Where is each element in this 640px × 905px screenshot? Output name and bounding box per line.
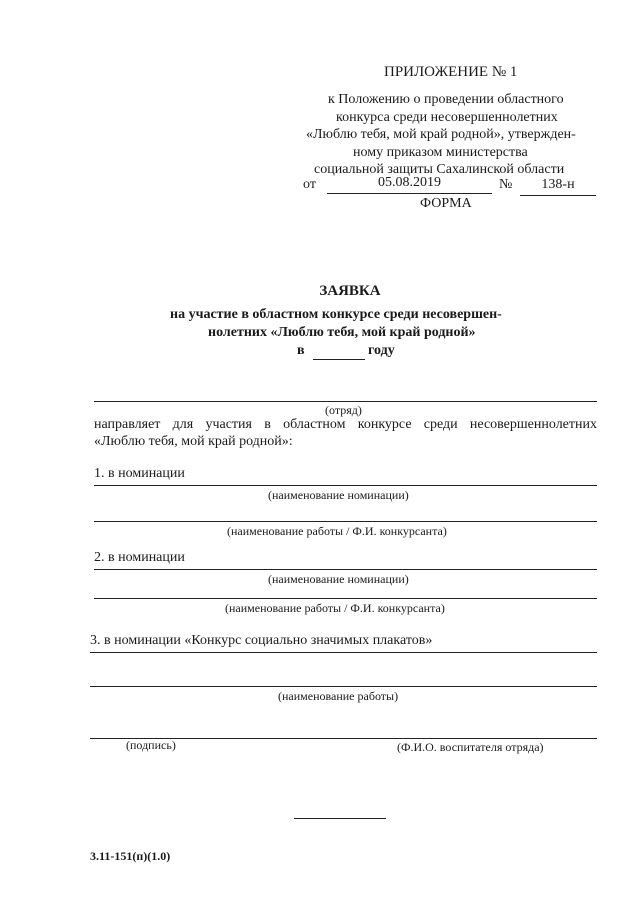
work-1-caption: (наименование работы / Ф.И. конкурсанта) bbox=[227, 524, 447, 538]
footer-divider bbox=[294, 818, 386, 819]
nomination-1-label: 1. в номинации bbox=[94, 466, 185, 481]
appendix-line-4: ному приказом министерства bbox=[353, 145, 528, 160]
nomination-2-line bbox=[94, 569, 597, 570]
number-prefix: № bbox=[499, 177, 513, 192]
application-title: ЗАЯВКА bbox=[319, 283, 381, 299]
heading-line-2: нолетних «Люблю тебя, мой край родной» bbox=[208, 325, 476, 340]
work-3-line bbox=[90, 686, 597, 687]
appendix-line-5: социальной защиты Сахалинской области bbox=[314, 162, 565, 177]
squad-caption: (отряд) bbox=[325, 403, 362, 417]
year-prefix: в bbox=[297, 343, 305, 358]
appendix-line-1: к Положению о проведении областного bbox=[328, 92, 564, 107]
nomination-2-label: 2. в номинации bbox=[94, 550, 185, 565]
nomination-3-line bbox=[90, 652, 597, 653]
nomination-3-label: 3. в номинации «Конкурс социально значимых плакатов» bbox=[90, 633, 433, 648]
educator-caption: (Ф.И.О. воспитателя отряда) bbox=[397, 740, 544, 754]
sends-line-2: «Люблю тебя, мой край родной»: bbox=[94, 434, 293, 449]
document-code: 3.11-151(п)(1.0) bbox=[90, 849, 171, 863]
date-prefix: от bbox=[303, 177, 316, 192]
order-number-underline bbox=[520, 195, 596, 196]
form-label: ФОРМА bbox=[420, 196, 472, 211]
work-3-caption: (наименование работы) bbox=[278, 689, 399, 703]
order-date-underline bbox=[327, 193, 492, 194]
work-2-line bbox=[94, 598, 597, 599]
work-1-line bbox=[94, 521, 597, 522]
signature-caption: (подпись) bbox=[126, 738, 176, 752]
nomination-1-caption: (наименование номинации) bbox=[268, 488, 409, 502]
order-number: 138-н bbox=[541, 177, 575, 192]
year-suffix: году bbox=[368, 343, 395, 358]
nomination-2-caption: (наименование номинации) bbox=[268, 572, 409, 586]
appendix-line-2: конкурса среди несовершеннолетних bbox=[336, 110, 558, 125]
nomination-1-line bbox=[94, 485, 597, 486]
order-date: 05.08.2019 bbox=[378, 175, 441, 190]
appendix-line-3: «Люблю тебя, мой край родной», утвержден- bbox=[306, 127, 576, 142]
appendix-title: ПРИЛОЖЕНИЕ № 1 bbox=[384, 64, 518, 80]
year-blank bbox=[313, 359, 365, 360]
sends-line-1: направляет для участия в областном конкурсе среди несовершеннолетних bbox=[94, 417, 597, 432]
heading-line-1: на участие в областном конкурсе среди несовершен- bbox=[170, 307, 502, 322]
work-2-caption: (наименование работы / Ф.И. конкурсанта) bbox=[225, 601, 445, 615]
squad-line bbox=[94, 401, 597, 402]
